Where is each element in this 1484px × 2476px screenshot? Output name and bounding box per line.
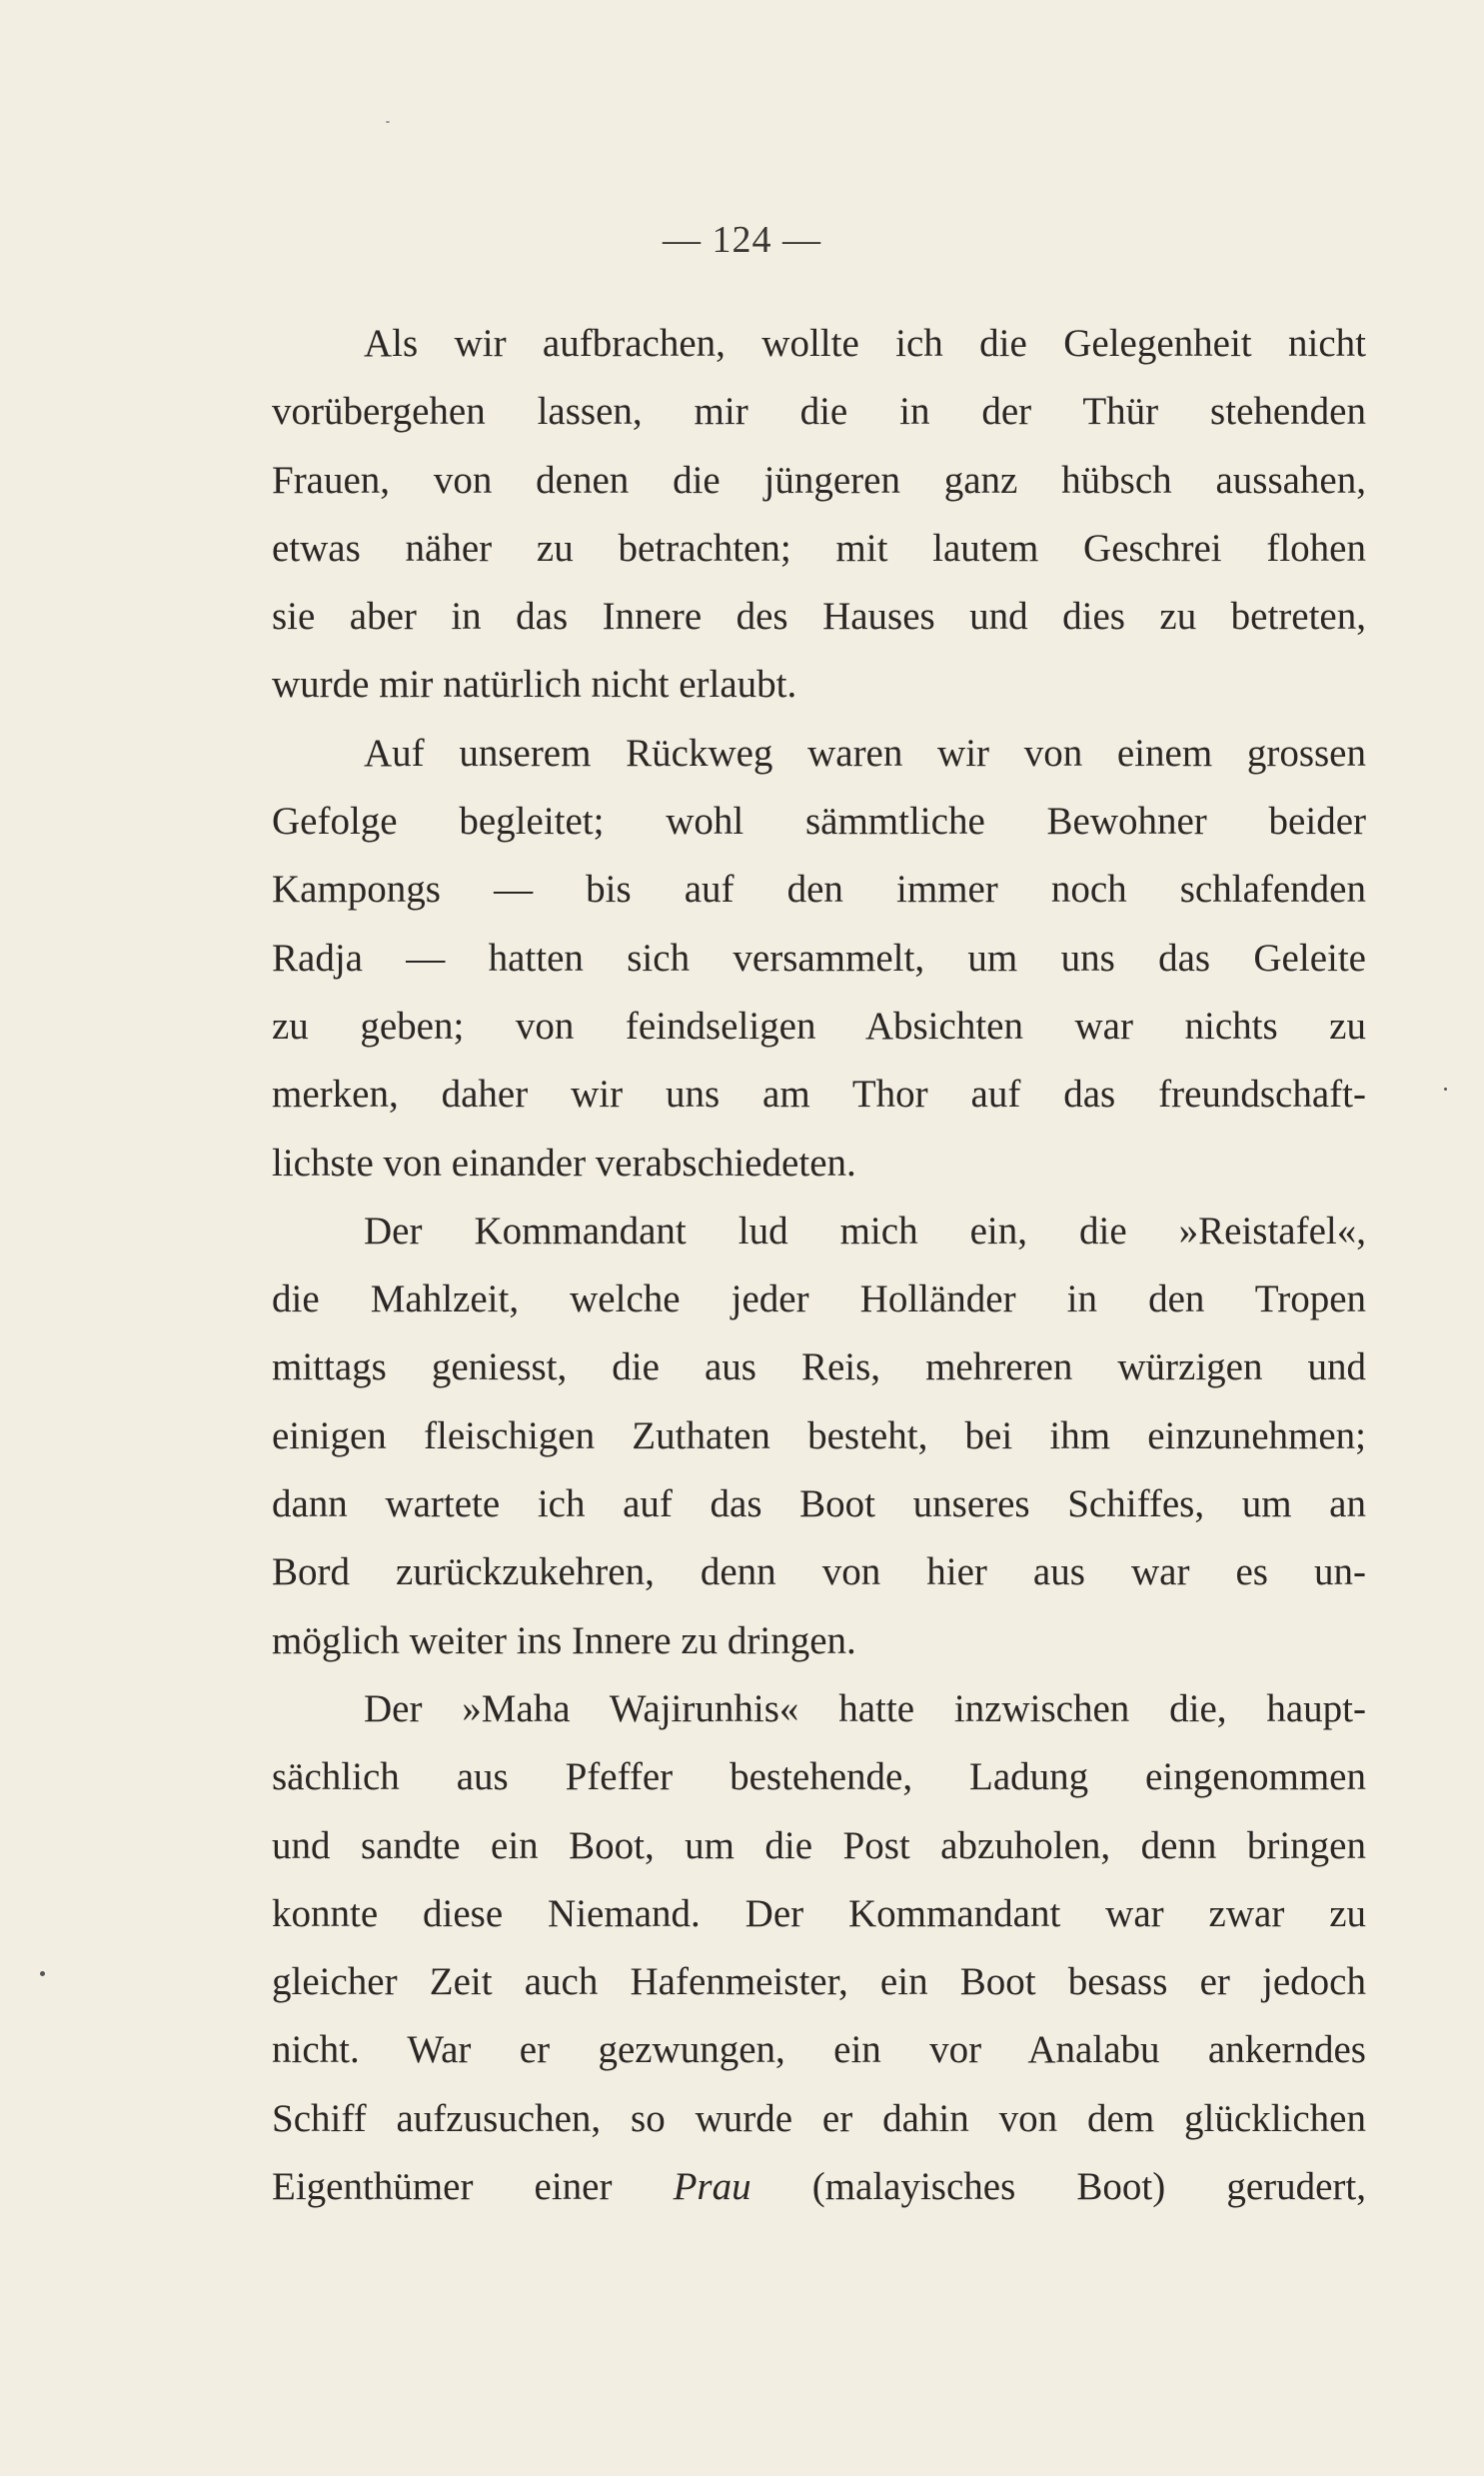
- text-line: vorübergehen lassen, mir die in der Thür stehenden: [272, 390, 1366, 434]
- text-after-italic: (malayisches Boot) gerudert,: [750, 2165, 1366, 2209]
- text-line: sie aber in das Innere des Hauses und dies zu betreten,: [272, 595, 1366, 639]
- text-line: sächlich aus Pfeffer bestehende, Ladung eingenommen: [272, 1755, 1366, 1799]
- text-line: konnte diese Niemand. Der Kommandant war zwar zu: [272, 1891, 1366, 1935]
- text-line: Radja — hatten sich versammelt, um uns das Geleite: [272, 936, 1366, 980]
- text-line: wurde mir natürlich nicht erlaubt.: [272, 663, 797, 707]
- text-before-italic: Eigenthümer einer: [272, 2165, 674, 2209]
- text-line: nicht. War er gezwungen, ein vor Analabu ankerndes: [272, 2028, 1366, 2072]
- text-line: Als wir aufbrachen, wollte ich die Gelegenheit nicht: [364, 322, 1366, 365]
- text-line: Frauen, von denen die jüngeren ganz hübsch aussahen,: [272, 458, 1366, 502]
- text-line: lichste von einander verabschiedeten.: [272, 1141, 856, 1185]
- text-line-final: [272, 2153, 1366, 2221]
- text-line: und sandte ein Boot, um die Post abzuholen, denn bringen: [272, 1823, 1366, 1867]
- print-speck: [386, 121, 390, 123]
- text-line: Der Kommandant lud mich ein, die »Reistafel«,: [364, 1209, 1366, 1252]
- text-line: die Mahlzeit, welche jeder Holländer in den Tropen: [272, 1277, 1366, 1321]
- text-line: möglich weiter ins Innere zu dringen.: [272, 1618, 856, 1662]
- text-line: gleicher Zeit auch Hafenmeister, ein Boot besass er jedoch: [272, 1960, 1366, 2004]
- text-line: Auf unserem Rückweg waren wir von einem grossen: [364, 731, 1366, 775]
- text-line: dann wartete ich auf das Boot unseres Schiffes, um an: [272, 1482, 1366, 1526]
- text-line: Schiff aufzusuchen, so wurde er dahin von dem glücklichen: [272, 2096, 1366, 2140]
- text-line: Kampongs — bis auf den immer noch schlafenden: [272, 868, 1366, 912]
- text-line: Gefolge begleitet; wohl sämmtliche Bewohner beider: [272, 800, 1366, 844]
- text-line: merken, daher wir uns am Thor auf das freundschaft-: [272, 1073, 1366, 1117]
- text-line: Bord zurückzukehren, denn von hier aus war es un-: [272, 1550, 1366, 1594]
- print-speck: [1444, 1088, 1447, 1091]
- text-line: zu geben; von feindseligen Absichten war nichts zu: [272, 1004, 1366, 1048]
- page-number: — 124 —: [663, 219, 821, 261]
- body-text: [272, 310, 1366, 2221]
- text-line: mittags geniesst, die aus Reis, mehreren würzigen und: [272, 1345, 1366, 1389]
- text-line: etwas näher zu betrachten; mit lautem Geschrei flohen: [272, 526, 1366, 570]
- text-line: einigen fleischigen Zuthaten besteht, bei ihm einzunehmen;: [272, 1413, 1366, 1457]
- print-speck: [40, 1971, 45, 1976]
- text-line: Der »Maha Wajirunhis« hatte inzwischen die, haupt-: [364, 1686, 1366, 1730]
- italic-word: Prau: [673, 2165, 751, 2209]
